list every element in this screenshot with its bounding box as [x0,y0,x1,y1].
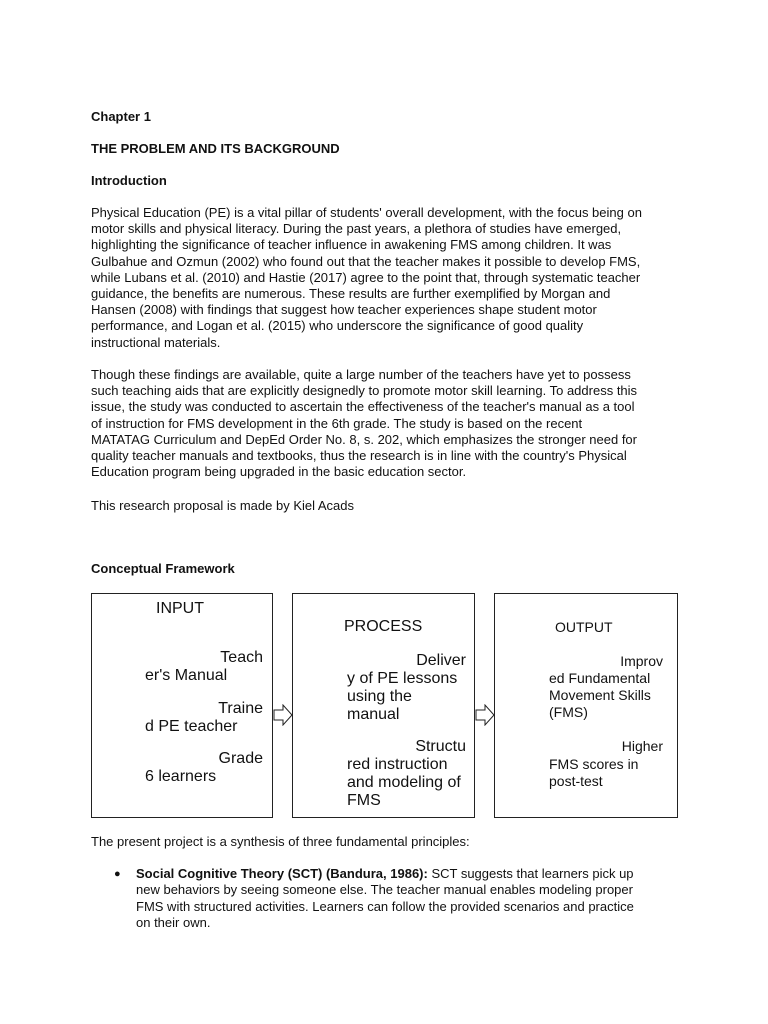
synthesis-sentence: The present project is a synthesis of three fundamental principles: [91,834,470,849]
input-box [91,593,273,818]
output-item-1-c: Movement Skills [549,687,651,703]
process-item-2-a: Structu [415,738,466,755]
paragraph-line: Gulbahue and Ozmun (2002) who found out that the teacher makes it possible to develop FMS, [91,253,641,269]
output-box [494,593,678,818]
output-item-1-d: (FMS) [549,704,588,720]
bullet-line: SCT suggests that learners pick up [427,866,634,881]
chapter-title: THE PROBLEM AND ITS BACKGROUND [91,141,340,156]
process-box [292,593,475,818]
output-item-2-c: post-test [549,773,603,789]
paragraph-line: motor skills and physical literacy. During the past years, a plethora of studies have emerged, [91,221,622,237]
paragraph-line: guidance, the benefits are numerous. These results are further exemplified by Morgan and [91,286,611,302]
paragraph-line: instructional materials. [91,334,221,350]
paragraph-line: issue, the study was conducted to ascertain the effectiveness of the teacher's manual as a tool [91,399,635,415]
framework-heading: Conceptual Framework [91,561,235,576]
chapter-label: Chapter 1 [91,109,151,124]
process-item-1-b: y of PE lessons [347,670,458,687]
paragraph-line: Physical Education (PE) is a vital pillar of students' overall development, with the focus being on [91,205,642,220]
process-item-2-c: and modeling of [347,774,461,791]
input-item-2-b: d PE teacher [145,718,238,735]
process-title: PROCESS [344,618,423,635]
paragraph-line: MATATAG Curriculum and DepEd Order No. 8, s. 202, which emphasizes the stronger need for [91,431,637,447]
paragraph-line: Hansen (2008) with findings that suggest how teacher experiences shape student motor [91,302,597,318]
attribution-text: This research proposal is made by Kiel Acads [91,498,355,513]
paragraph-line: of instruction for FMS development in the 6th grade. The study is based on the recent [91,415,583,431]
output-item-1-a: Improv [620,653,663,669]
intro-paragraph-1 [91,205,681,351]
output-title: OUTPUT [555,619,613,635]
paragraph-line: highlighting the significance of teacher influence in awakening FMS among children. It was [91,237,612,253]
bullet-bold-lead: Social Cognitive Theory (SCT) (Bandura, 1986): [136,866,428,881]
process-item-2-d: FMS [347,792,381,809]
process-item-2-b: red instruction [347,756,448,773]
input-item-2-a: Traine [218,700,263,717]
process-item-1-c: using the [347,688,412,705]
input-item-3-b: 6 learners [145,768,217,785]
bullet-item-sct [136,866,676,931]
intro-paragraph-2 [91,367,681,480]
paragraph-line: Though these findings are available, quite a large number of the teachers have yet to possess [91,367,631,382]
bullet-line: FMS with structured activities. Learners can follow the provided scenarios and practice [136,898,634,914]
process-item-1-a: Deliver [416,652,466,669]
paragraph-line: performance, and Logan et al. (2015) who underscore the significance of good quality [91,318,584,334]
bullet-line: on their own. [136,914,211,930]
bullet-icon: ● [114,868,121,880]
output-item-2-b: FMS scores in [549,756,639,772]
bullet-line: new behaviors by seeing someone else. The teacher manual enables modeling proper [136,882,633,898]
paragraph-line: such teaching aids that are explicitly designedly to promote motor skill learning. To address this [91,383,638,399]
paragraph-line: quality teacher manuals and textbooks, thus the research is in line with the country's Physical [91,448,627,464]
output-item-1-b: ed Fundamental [549,670,651,686]
process-item-1-d: manual [347,706,400,723]
paragraph-line: Education program being upgraded in the basic education sector. [91,464,467,480]
output-item-2-a: Higher [621,738,663,754]
paragraph-line: while Lubans et al. (2010) and Hastie (2017) agree to the point that, through systematic teacher [91,269,641,285]
input-item-1-a: Teach [220,649,263,666]
introduction-heading: Introduction [91,173,167,188]
arrow-right-icon [475,704,495,726]
arrow-right-icon [273,704,293,726]
input-item-3-a: Grade [218,750,263,767]
input-item-1-b: er's Manual [145,667,228,684]
input-title: INPUT [156,600,204,617]
